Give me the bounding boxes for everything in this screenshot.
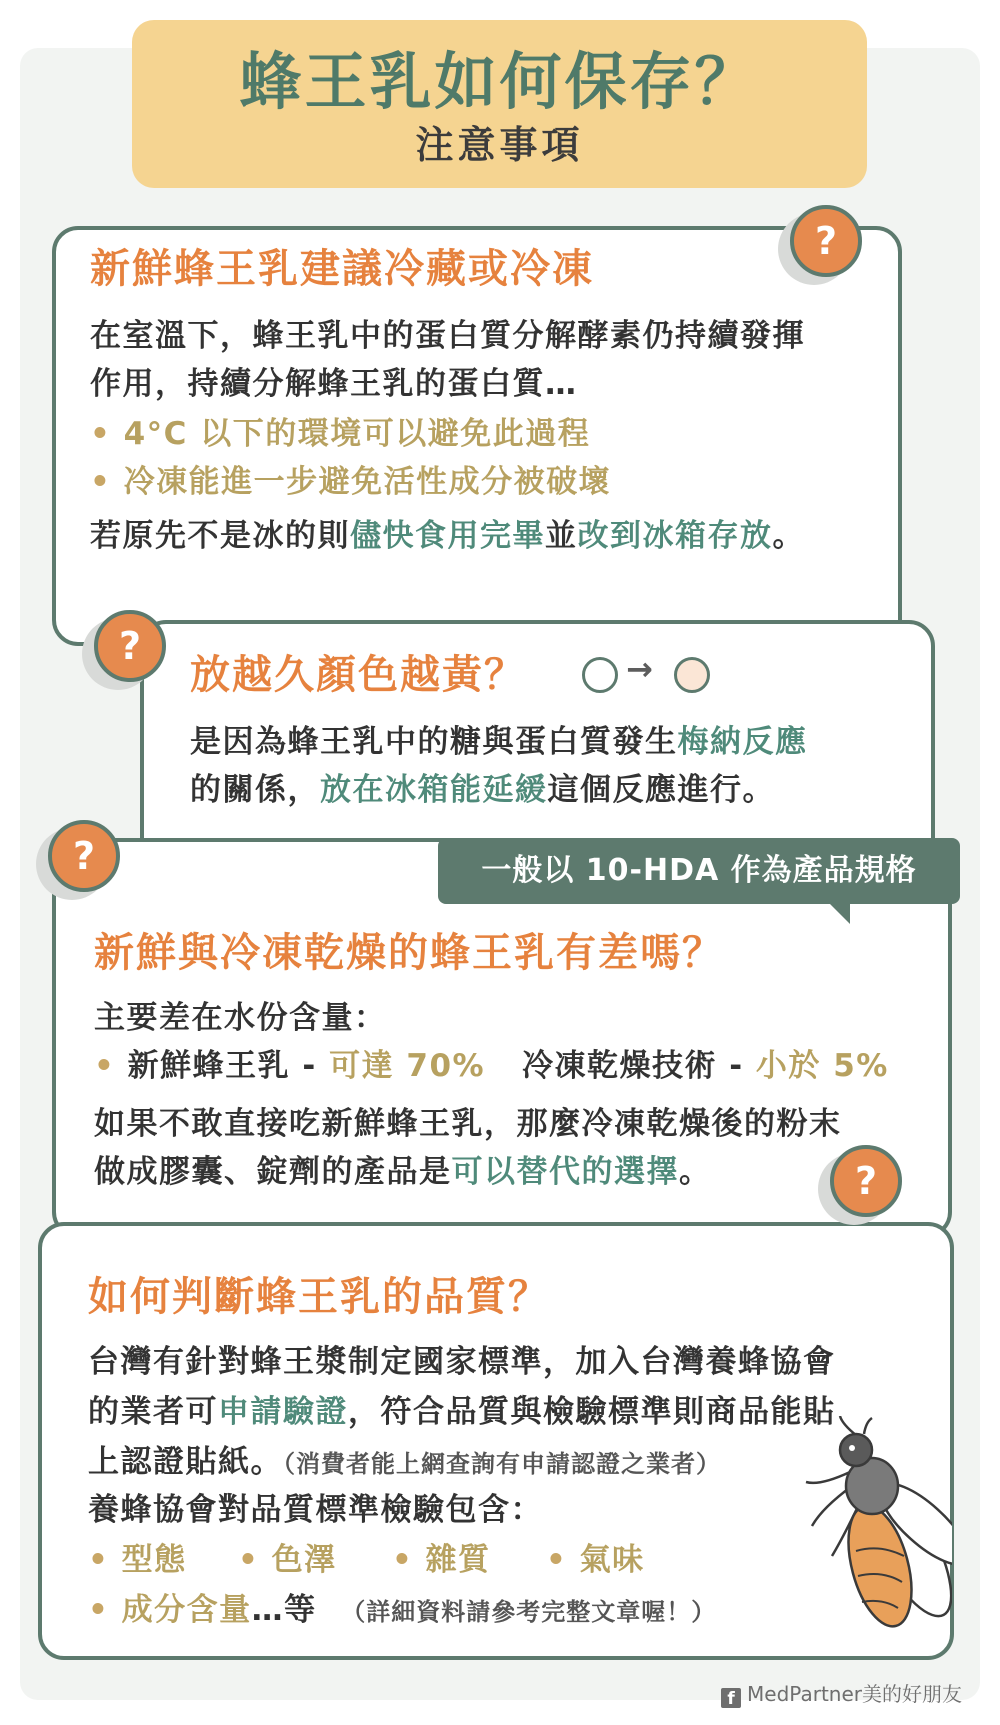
card-storage-line1: 在室溫下，蜂王乳中的蛋白質分解酵素仍持續發揮 [90,318,805,354]
question-icon: ? [94,610,166,682]
arrow-icon: → [626,650,653,688]
card-storage-bullet1: • 4°C 以下的環境可以避免此過程 [90,416,591,452]
spec-tag-tail [828,902,850,924]
card-quality [38,1222,954,1660]
facebook-icon: f [721,1688,741,1708]
card-freeze-dried-line4: 做成膠囊、錠劑的產品是可以替代的選擇。 [94,1154,712,1190]
card-storage [52,226,902,646]
quality-item: • 型態 [88,1542,187,1578]
quality-item: • 氣味 [546,1542,645,1578]
card-color [140,620,935,865]
page-title: 蜂王乳如何保存？ [239,45,760,118]
fresh-color-circle [582,657,618,693]
card-freeze-dried-line3: 如果不敢直接吃新鮮蜂王乳，那麼冷凍乾燥後的粉末 [94,1106,842,1142]
card-storage-bullet2: • 冷凍能進一步避免活性成分被破壞 [90,464,612,500]
card-quality-title: 如何判斷蜂王乳的品質？ [88,1274,550,1320]
question-icon: ? [48,820,120,892]
card-storage-line2: 作用，持續分解蜂王乳的蛋白質… [90,366,578,402]
spec-tag: 一般以 10-HDA 作為產品規格 [438,838,960,904]
card-quality-line2: 的業者可申請驗證，符合品質與檢驗標準則商品能貼 [88,1394,836,1430]
card-quality-line4: 養蜂協會對品質標準檢驗包含： [88,1492,543,1528]
aged-color-circle [674,657,710,693]
question-icon: ? [790,205,862,277]
question-icon: ? [830,1145,902,1217]
quality-item: • 色澤 [238,1542,337,1578]
card-freeze-dried-line1: 主要差在水份含量： [94,1000,387,1036]
footer-credit: f MedPartner美的好朋友 [721,1678,962,1708]
card-quality-line3: 上認證貼紙。（消費者能上網查詢有申請認證之業者） [88,1444,721,1480]
card-freeze-dried-items: • 新鮮蜂王乳 - 可達 70% 冷凍乾燥技術 - 小於 5% [94,1048,889,1084]
card-color-line2: 的關係，放在冰箱能延緩這個反應進行。 [190,772,775,808]
card-storage-conclusion: 若原先不是冰的則儘快食用完畢並改到冰箱存放。 [90,518,805,554]
card-color-line1: 是因為蜂王乳中的糖與蛋白質發生梅納反應 [190,724,808,760]
quality-item-last: • 成分含量…等 （詳細資料請參考完整文章喔！） [88,1592,717,1628]
page-subtitle: 注意事項 [415,123,584,167]
card-color-title: 放越久顏色越黃？ [190,652,526,698]
card-freeze-dried-title: 新鮮與冷凍乾燥的蜂王乳有差嗎？ [94,930,724,976]
card-storage-title: 新鮮蜂王乳建議冷藏或冷凍 [90,246,594,292]
header-banner [132,20,867,188]
quality-item: • 雜質 [392,1542,491,1578]
bee-illustration [802,1416,952,1646]
card-quality-line1: 台灣有針對蜂王漿制定國家標準，加入台灣養蜂協會 [88,1344,836,1380]
